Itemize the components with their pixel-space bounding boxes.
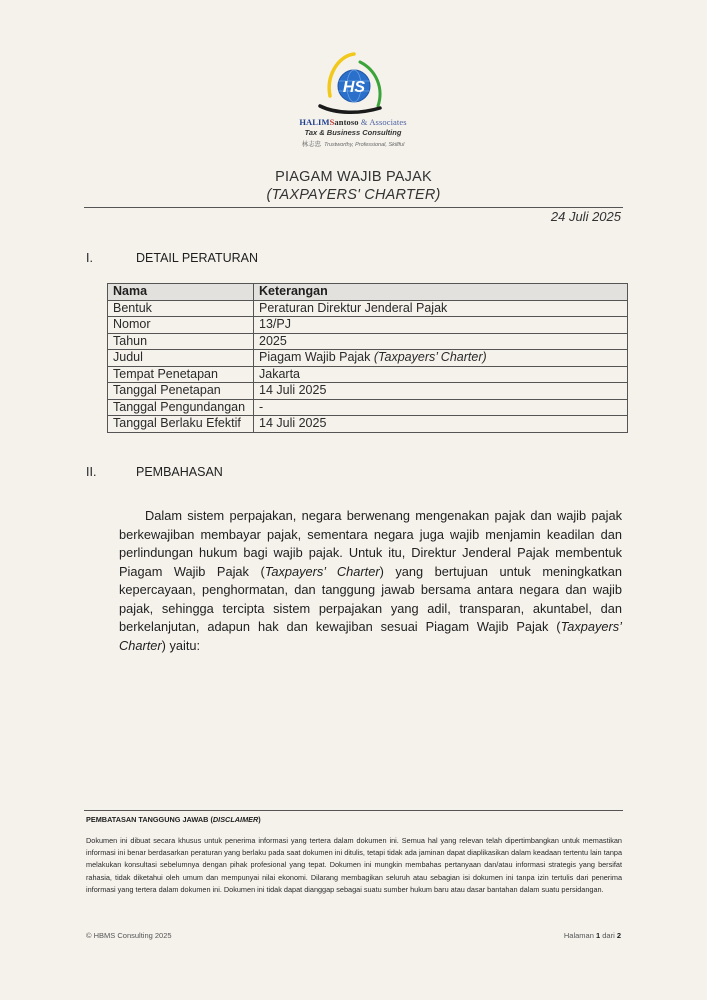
row-label: Judul xyxy=(108,350,254,367)
table-row xyxy=(108,317,628,334)
row-label: Tanggal Berlaku Efektif xyxy=(108,416,254,433)
title-divider xyxy=(84,207,623,208)
table-header-row xyxy=(108,284,628,301)
row-value: 14 Juli 2025 xyxy=(254,383,628,400)
document-date: 24 Juli 2025 xyxy=(550,209,621,224)
table-row xyxy=(108,350,628,367)
document-title: PIAGAM WAJIB PAJAK xyxy=(275,169,432,185)
disclaimer-text: Dokumen ini dibuat secara khusus untuk penerima informasi yang tertera dalam dokumen ini. Semua hal yang relevan telah dipertimbangkan untuk memastikan informasi ini benar berdasarkan peraturan yang berlaku pada saat dokumen ini ditulis, tetapi tidak ada jaminan dapat diaplikasikan dalam keadaan tertentu lain tanpa melakukan konsultasi sebelumnya dengan pihak profesional yang tepat. Dokumen ini mungkin membahas pertanyaan dan/atau informasi strategis yang bersifat rahasia, tidak diketahui oleh umum dan mempunyai nilai ekonomi. Dilarang membagikan seluruh atau sebagian isi dokumen ini tanpa izin tertulis dari penerima informasi yang tertera dalam dokumen ini. Dokumen ini tidak dapat dianggap sebagai suatu sumber hukum baru atau dasar bantahan dalam suatu persidangan. xyxy=(86,836,622,894)
table-row xyxy=(108,383,628,400)
section-number: I. xyxy=(86,251,93,265)
section-heading-pembahasan xyxy=(86,465,223,479)
logo-tagline: 林志忠 Trustworthy, Professional, Skillful xyxy=(301,141,405,148)
section-number: II. xyxy=(86,465,97,479)
row-label: Tanggal Pengundangan xyxy=(108,399,254,416)
column-header-keterangan: Keterangan xyxy=(254,284,628,301)
row-label: Tahun xyxy=(108,333,254,350)
section-heading-detail-peraturan xyxy=(86,251,258,265)
section-title: DETAIL PERATURAN xyxy=(136,251,259,265)
logo-emblem-icon xyxy=(308,48,398,116)
row-label: Bentuk xyxy=(108,300,254,317)
table-row xyxy=(108,416,628,433)
document-subtitle: (TAXPAYERS' CHARTER) xyxy=(266,187,441,203)
footer-page-number: Halaman 1 dari 2 xyxy=(563,931,621,940)
row-value: Peraturan Direktur Jenderal Pajak xyxy=(254,300,628,317)
column-header-nama: Nama xyxy=(108,284,254,301)
row-value: - xyxy=(254,399,628,416)
row-label: Nomor xyxy=(108,317,254,334)
table-row xyxy=(108,366,628,383)
regulation-detail-table xyxy=(107,283,628,433)
svg-text:HS: HS xyxy=(342,79,366,96)
logo-subtitle: Tax & Business Consulting xyxy=(304,128,402,137)
footer-copyright: © HBMS Consulting 2025 xyxy=(86,931,172,940)
row-value: Piagam Wajib Pajak (Taxpayers’ Charter) xyxy=(254,350,628,367)
row-value: 2025 xyxy=(254,333,628,350)
table-row xyxy=(108,300,628,317)
table-row xyxy=(108,333,628,350)
body-paragraph: Dalam sistem perpajakan, negara berwenang mengenakan pajak dan wajib pajak berkewajiban membayar pajak, sementara negara juga wajib menjamin keadilan dan perlindungan hukum bagi wajib pajak. Untuk itu, Direktur Jenderal Pajak membentuk Piagam Wajib Pajak (Taxpayers’ Charter) yang bertujuan untuk meningkatkan kepercayaan, penghormatan, dan tanggung jawab bersama antara negara dan wajib pajak, sehingga tercipta sistem perpajakan yang adil, transparan, akuntabel, dan berkelanjutan, adapun hak dan kewajiban sesuai Piagam Wajib Pajak (Taxpayers’ Charter) yaitu: xyxy=(119,508,622,653)
disclaimer-title: PEMBATASAN TANGGUNG JAWAB (DISCLAIMER) xyxy=(86,815,261,824)
logo-company-name: HALIMSantoso & Associates xyxy=(299,117,407,127)
company-logo xyxy=(283,48,423,154)
row-value: 14 Juli 2025 xyxy=(254,416,628,433)
table-row xyxy=(108,399,628,416)
disclaimer-divider xyxy=(84,810,623,811)
row-label: Tempat Penetapan xyxy=(108,366,254,383)
section-title: PEMBAHASAN xyxy=(136,465,223,479)
row-value: Jakarta xyxy=(254,366,628,383)
row-label: Tanggal Penetapan xyxy=(108,383,254,400)
row-value: 13/PJ xyxy=(254,317,628,334)
document-title-block xyxy=(84,168,623,204)
